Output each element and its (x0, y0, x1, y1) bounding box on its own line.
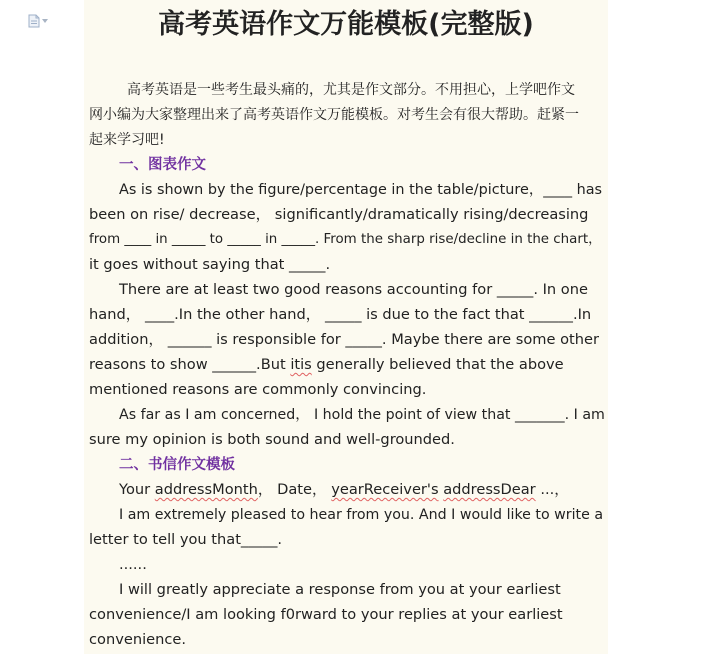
paragraph-line: from ____ in _____ to _____ in _____. From the sharp rise/decline in the chart， (89, 232, 602, 247)
text-run: ， Date， (257, 481, 332, 498)
spellcheck-word: addressDear (443, 481, 536, 498)
document-title: 高考英语作文万能模板(完整版) (158, 9, 534, 40)
paragraph-line: letter to tell you that_____. (89, 531, 283, 548)
paragraph-line: As far as I am concerned， I hold the point of view that _______. I am (119, 407, 605, 423)
intro-line: 网小编为大家整理出来了高考英语作文万能模板。对考生会有很大帮助。赶紧一 (89, 107, 579, 123)
intro-line: 起来学习吧! (89, 132, 165, 148)
paragraph-line: it goes without saying that _____. (89, 256, 331, 273)
text-run: generally believed that the above (311, 356, 564, 373)
text-run: reasons to show ______.But (89, 356, 291, 373)
ellipsis-line: ...... (119, 556, 147, 573)
spellcheck-word: itis (290, 356, 312, 373)
spellcheck-word: yearReceiver's (331, 481, 439, 498)
paragraph-line: convenience/I am looking f0rward to your replies at your earliest (89, 606, 563, 623)
chevron-down-icon (42, 19, 48, 23)
paragraph-line: hand， ____.In the other hand， _____ is due to the fact that ______.In (89, 306, 592, 323)
paragraph-line: As is shown by the figure/percentage in the table/picture，____ has (119, 182, 603, 198)
paragraph-line (119, 480, 569, 500)
paragraph-line: sure my opinion is both sound and well-grounded. (89, 431, 455, 448)
text-run: ...， (535, 481, 569, 498)
intro-line: 高考英语是一些考生最头痛的，尤其是作文部分。不用担心，上学吧作文 (127, 82, 575, 98)
section-heading: 二、书信作文模板 (119, 457, 235, 473)
text-run: Your (119, 481, 155, 498)
paragraph-line: mentioned reasons are commonly convincing. (89, 381, 427, 398)
section-heading: 一、图表作文 (119, 157, 206, 173)
paragraph-line: addition， ______ is responsible for _____. Maybe there are some other (89, 331, 599, 348)
paragraph-line: I am extremely pleased to hear from you. And I would like to write a (119, 507, 604, 523)
paragraph-line: been on rise/ decrease， significantly/dramatically rising/decreasing (89, 206, 589, 223)
spellcheck-word: addressMonth (154, 481, 258, 498)
paragraph-line: I will greatly appreciate a response from you at your earliest (119, 581, 561, 598)
document-menu-button[interactable] (28, 14, 50, 28)
paragraph-line (89, 355, 564, 375)
paragraph-line: convenience. (89, 631, 186, 648)
document-icon (28, 14, 40, 28)
paragraph-line: There are at least two good reasons accounting for _____. In one (119, 281, 588, 298)
